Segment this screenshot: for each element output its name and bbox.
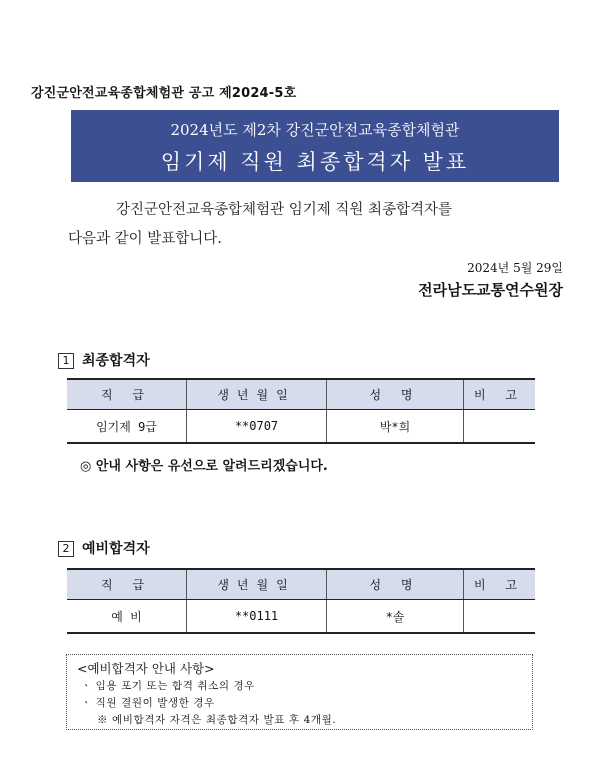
- notice-number: 강진군안전교육종합체험관 공고 제2024-5호: [31, 86, 297, 101]
- table-row: [67, 600, 535, 634]
- intro-line-2: 다음과 같이 발표합니다.: [68, 231, 222, 247]
- banner-subtitle: 2024년도 제2차 강진군안전교육종합체험관: [170, 121, 460, 139]
- col-header-birth: 생년월일: [187, 569, 327, 600]
- banner-title: 임기제 직원 최종합격자 발표: [160, 150, 470, 174]
- intro-paragraph: [68, 196, 538, 254]
- list-item: ㆍ 직원 결원이 발생한 경우: [81, 697, 215, 709]
- col-header-birth: 생년월일: [187, 379, 327, 410]
- list-item: ㆍ 임용 포기 또는 합격 취소의 경우: [81, 680, 256, 692]
- title-banner: [71, 110, 559, 182]
- col-header-remarks: 비 고: [464, 379, 536, 410]
- col-header-name: 성 명: [327, 569, 464, 600]
- section-number-box: 1: [58, 353, 74, 369]
- issuing-organization: 전라남도교통연수원장: [418, 281, 563, 299]
- final-table: [67, 378, 535, 444]
- table-header-row: [67, 569, 535, 600]
- cell-birth: **0707: [187, 410, 327, 444]
- cell-rank: 예 비: [67, 600, 187, 634]
- reserve-info-footnote: ※ 예비합격자 자격은 최종합격자 발표 후 4개월.: [97, 714, 337, 726]
- col-header-rank: 직 급: [67, 569, 187, 600]
- reserve-info-title: <예비합격자 안내 사항>: [77, 661, 215, 676]
- reserve-section-heading: [58, 538, 150, 558]
- cell-remarks: [464, 600, 536, 634]
- cell-birth: **0111: [187, 600, 327, 634]
- table-row: [67, 410, 535, 444]
- col-header-remarks: 비 고: [464, 569, 536, 600]
- final-section-title: 최종합격자: [82, 353, 150, 369]
- cell-remarks: [464, 410, 536, 444]
- col-header-name: 성 명: [327, 379, 464, 410]
- cell-name: 박*희: [327, 410, 464, 444]
- intro-line-1: 강진군안전교육종합체험관 임기제 직원 최종합격자를: [116, 202, 452, 218]
- cell-rank: 임기제 9급: [67, 410, 187, 444]
- section-number-box: 2: [58, 541, 74, 557]
- final-note: ◎ 안내 사항은 유선으로 알려드리겠습니다.: [80, 459, 328, 474]
- col-header-rank: 직 급: [67, 379, 187, 410]
- announcement-date: 2024년 5월 29일: [467, 261, 563, 275]
- reserve-table: [67, 568, 535, 634]
- final-section-heading: [58, 350, 150, 370]
- reserve-info-box: [66, 654, 533, 730]
- cell-name: *솔: [327, 600, 464, 634]
- reserve-section-title: 예비합격자: [82, 541, 150, 557]
- table-header-row: [67, 379, 535, 410]
